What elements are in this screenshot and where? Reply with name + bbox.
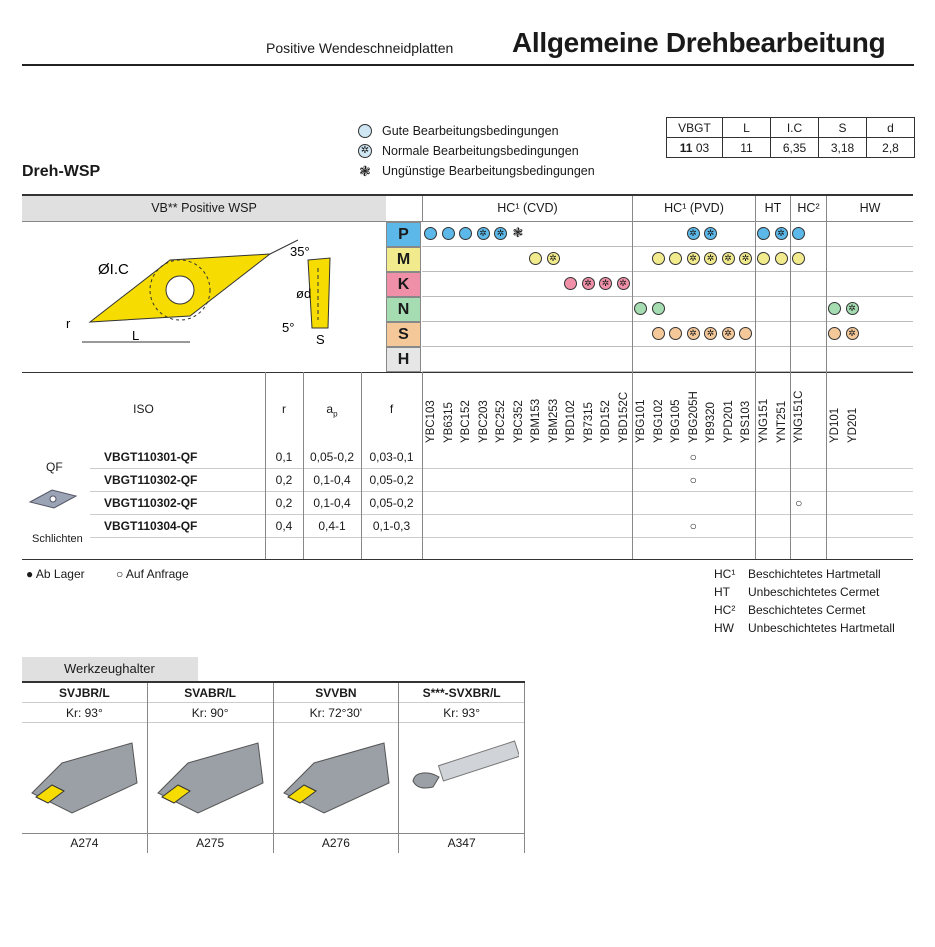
group-separator: [632, 372, 633, 560]
grade-label: YBC352: [512, 400, 525, 443]
table-bottom-rule: [22, 559, 913, 560]
circle-star-icon: ✲: [477, 227, 490, 240]
section-title: Dreh-WSP: [22, 163, 101, 180]
s-label: S: [316, 332, 325, 347]
group-separator: [755, 222, 756, 372]
r-header: r: [282, 402, 286, 416]
circle-icon: [424, 227, 437, 240]
dimension-table: [666, 117, 915, 158]
grade-label: YBD102: [565, 400, 577, 443]
f-header: f: [389, 402, 394, 416]
circle-icon: [669, 327, 682, 340]
dim-header: S: [819, 118, 867, 138]
holder-name: SVABR/L: [148, 683, 273, 703]
circle-star-icon: ✲: [617, 277, 630, 290]
f-value: 0,1-0,3: [372, 519, 411, 533]
circle-star-icon: ✲: [846, 327, 859, 340]
grade-label: YB7315: [582, 402, 595, 443]
material-m: M: [386, 247, 421, 272]
dim-value: 11: [723, 138, 771, 158]
insert-type-header: VB** Positive WSP: [22, 196, 386, 221]
circle-icon: [669, 252, 682, 265]
grade-label: YBM253: [547, 398, 560, 443]
holder-image: [22, 723, 142, 827]
iso-code: VBGT110301-QF: [104, 450, 198, 464]
ic-label: ØI.C: [98, 261, 129, 278]
geometry-label: Schlichten: [32, 533, 83, 545]
abbreviation-text: Beschichtetes Hartmetall: [748, 567, 881, 581]
circle-icon: [442, 227, 455, 240]
abbreviation-code: HC¹: [714, 567, 736, 581]
holder-reference[interactable]: A275: [148, 833, 273, 850]
circle-star-icon: ✲: [704, 227, 717, 240]
circle-star-icon: ✲: [722, 327, 735, 340]
legend-poor: [358, 164, 595, 178]
radius-value: 0,1: [275, 450, 293, 464]
column-separator: [422, 372, 423, 560]
circle-icon: [739, 327, 752, 340]
material-h: H: [386, 347, 421, 372]
star-icon: ❃: [359, 163, 371, 179]
dim-size: 11 03: [667, 138, 723, 158]
circle-icon: [775, 252, 788, 265]
column-separator: [361, 372, 362, 560]
circle-icon: [792, 252, 805, 265]
holder-name: SVVBN: [274, 683, 399, 703]
grade-label: YBG105: [670, 399, 682, 443]
circle-icon: [634, 302, 647, 315]
circle-icon: [652, 327, 665, 340]
circle-icon: [828, 302, 841, 315]
abbreviation-text: Unbeschichtetes Hartmetall: [748, 621, 895, 635]
d-label: ød: [296, 286, 312, 301]
holder-angle: Kr: 93°: [399, 703, 524, 723]
group-header-pvd: HC¹ (PVD): [632, 196, 755, 221]
legend-good-label: Gute Bearbeitungsbedingungen: [382, 124, 559, 138]
grid-row-line: [422, 271, 913, 272]
grade-label: YBD152: [600, 400, 612, 443]
f-value: 0,05-0,2: [369, 496, 414, 510]
availability-mark: ○: [689, 473, 697, 487]
grade-label: YBC203: [477, 400, 490, 443]
grade-label: YBG205H: [687, 391, 700, 443]
group-separator: [790, 372, 791, 560]
grade-label: YBG101: [635, 399, 647, 443]
grade-label: YNT251: [775, 400, 788, 443]
circle-icon: [358, 124, 372, 138]
circle-star-icon: ✲: [722, 252, 735, 265]
ap-value: 0,1-0,4: [313, 473, 351, 487]
grade-label: YBM153: [530, 398, 542, 443]
circle-icon: [652, 252, 665, 265]
circle-star-icon: ✲: [739, 252, 752, 265]
material-n: N: [386, 297, 421, 322]
holders-title: Werkzeughalter: [22, 657, 198, 681]
circle-icon: [828, 327, 841, 340]
grade-label: YNG151C: [793, 390, 805, 443]
abbreviation-text: Unbeschichtetes Cermet: [748, 585, 880, 599]
circle-icon: [757, 252, 770, 265]
grade-label: YD201: [846, 407, 859, 443]
dim-value: 3,18: [819, 138, 867, 158]
abbreviation-code: HT: [714, 585, 730, 599]
circle-star-icon: ✲: [494, 227, 507, 240]
holder-card[interactable]: [274, 683, 400, 853]
legend-normal-label: Normale Bearbeitungsbedingungen: [382, 144, 579, 158]
circle-icon: [459, 227, 472, 240]
holder-card[interactable]: [22, 683, 148, 853]
column-separator: [265, 372, 266, 560]
holder-card[interactable]: [148, 683, 274, 853]
geometry-code: QF: [46, 460, 63, 474]
material-k: K: [386, 272, 421, 297]
availability-mark: ○: [795, 496, 803, 510]
availability-mark: ○: [689, 450, 697, 464]
holder-reference[interactable]: A347: [399, 833, 524, 850]
circle-icon: [529, 252, 542, 265]
holder-angle: Kr: 90°: [148, 703, 273, 723]
circle-star-icon: ✲: [582, 277, 595, 290]
star-icon: ❃: [512, 225, 524, 240]
f-value: 0,03-0,1: [369, 450, 414, 464]
grade-label: YBC103: [425, 400, 437, 443]
circle-icon: [792, 227, 805, 240]
holder-name: S***-SVXBR/L: [399, 683, 524, 703]
holder-reference[interactable]: A276: [274, 833, 399, 850]
legend-good: [358, 124, 559, 138]
group-header-ht: HT: [755, 196, 790, 221]
grade-label: YD101: [829, 407, 841, 443]
circle-star-icon: ✲: [846, 302, 859, 315]
radius-value: 0,4: [275, 519, 293, 533]
circle-star-icon: ✲: [547, 252, 560, 265]
group-header-hc2: HC²: [790, 196, 826, 221]
iso-code: VBGT110302-QF: [104, 496, 198, 510]
circle-icon: [652, 302, 665, 315]
grid-row-line: [422, 296, 913, 297]
circle-icon: [757, 227, 770, 240]
group-separator: [826, 222, 827, 372]
radius-value: 0,2: [275, 473, 293, 487]
dim-header: d: [867, 118, 915, 138]
f-value: 0,05-0,2: [369, 473, 414, 487]
angle-label: 35°: [290, 244, 310, 259]
grid-row-line: [422, 321, 913, 322]
ap-header: $a_p$: [326, 402, 338, 419]
material-p: P: [386, 222, 421, 247]
dim-header: VBGT: [667, 118, 723, 138]
group-separator: [755, 372, 756, 560]
circle-star-icon: ✲: [687, 252, 700, 265]
group-separator: [632, 222, 633, 372]
holder-angle: Kr: 72°30': [274, 703, 399, 723]
grade-label: YBD152C: [617, 391, 630, 443]
circle-star-icon: ✲: [775, 227, 788, 240]
grade-label: YBC252: [495, 400, 507, 443]
availability-mark: ○: [689, 519, 697, 533]
grade-label: YPD201: [722, 400, 735, 443]
circle-star-icon: ✲: [704, 252, 717, 265]
iso-code: VBGT110302-QF: [104, 473, 198, 487]
iso-code: VBGT110304-QF: [104, 519, 198, 533]
insert-hole: [166, 276, 194, 304]
group-header-hw: HW: [826, 196, 913, 221]
dim-header: L: [723, 118, 771, 138]
dim-value: 2,8: [867, 138, 915, 158]
holders-grid: [22, 683, 525, 853]
dim-header: I.C: [771, 118, 819, 138]
circle-star-icon: ✲: [704, 327, 717, 340]
ap-value: 0,05-0,2: [309, 450, 355, 464]
dim-value: 6,35: [771, 138, 819, 158]
abbreviation-text: Beschichtetes Cermet: [748, 603, 866, 617]
grade-label: YB9320: [705, 402, 717, 443]
ap-value: 0,4-1: [318, 519, 346, 533]
header-divider: [22, 64, 914, 66]
grade-label: YB6315: [442, 402, 455, 443]
grid-row-line: [422, 346, 913, 347]
product-rows: [22, 446, 913, 560]
insert-thumbnail: [28, 488, 78, 510]
l-label: L: [132, 328, 140, 343]
circle-star-icon: ✲: [687, 227, 700, 240]
grade-label: YBG102: [652, 399, 665, 443]
stock-label: ● Ab Lager: [26, 567, 85, 581]
group-separator: [790, 222, 791, 372]
group-header-cvd: HC¹ (CVD): [422, 196, 632, 221]
r-label: r: [66, 316, 71, 331]
holder-image: [274, 723, 394, 827]
column-separator: [303, 372, 304, 560]
grade-label: YNG151: [758, 398, 770, 443]
holder-card[interactable]: [399, 683, 525, 853]
grade-label: YBS103: [740, 400, 752, 443]
abbreviation-code: HC²: [714, 603, 736, 617]
holder-name: SVJBR/L: [22, 683, 147, 703]
insert-diagram: [60, 232, 360, 362]
ap-value: 0,1-0,4: [313, 496, 351, 510]
holder-image: [399, 723, 519, 827]
circle-star-icon: ✲: [599, 277, 612, 290]
holder-angle: Kr: 93°: [22, 703, 147, 723]
group-separator: [826, 372, 827, 560]
grid-row-line: [422, 246, 913, 247]
page-title: Allgemeine Drehbearbeitung: [512, 27, 886, 58]
grade-label: YBC152: [460, 400, 472, 443]
circle-icon: [564, 277, 577, 290]
radius-value: 0,2: [275, 496, 293, 510]
holder-reference[interactable]: A274: [22, 833, 147, 850]
request-label: ○ Auf Anfrage: [116, 567, 189, 581]
insert-side-view: [308, 258, 330, 328]
legend-poor-label: Ungünstige Bearbeitungsbedingungen: [382, 164, 595, 178]
suitability-grid: [422, 222, 913, 372]
iso-header: ISO: [133, 402, 154, 416]
legend-normal: [358, 144, 579, 158]
page-subtitle: Positive Wendeschneidplatten: [266, 40, 454, 56]
circle-star-icon: ✲: [687, 327, 700, 340]
insert-thumbnail-hole: [50, 496, 56, 502]
material-s: S: [386, 322, 421, 347]
holder-image: [148, 723, 268, 827]
abbreviation-code: HW: [714, 621, 734, 635]
relief-label: 5°: [282, 320, 295, 335]
circle-star-icon: ✲: [358, 144, 372, 158]
grade-labels: [422, 373, 913, 446]
